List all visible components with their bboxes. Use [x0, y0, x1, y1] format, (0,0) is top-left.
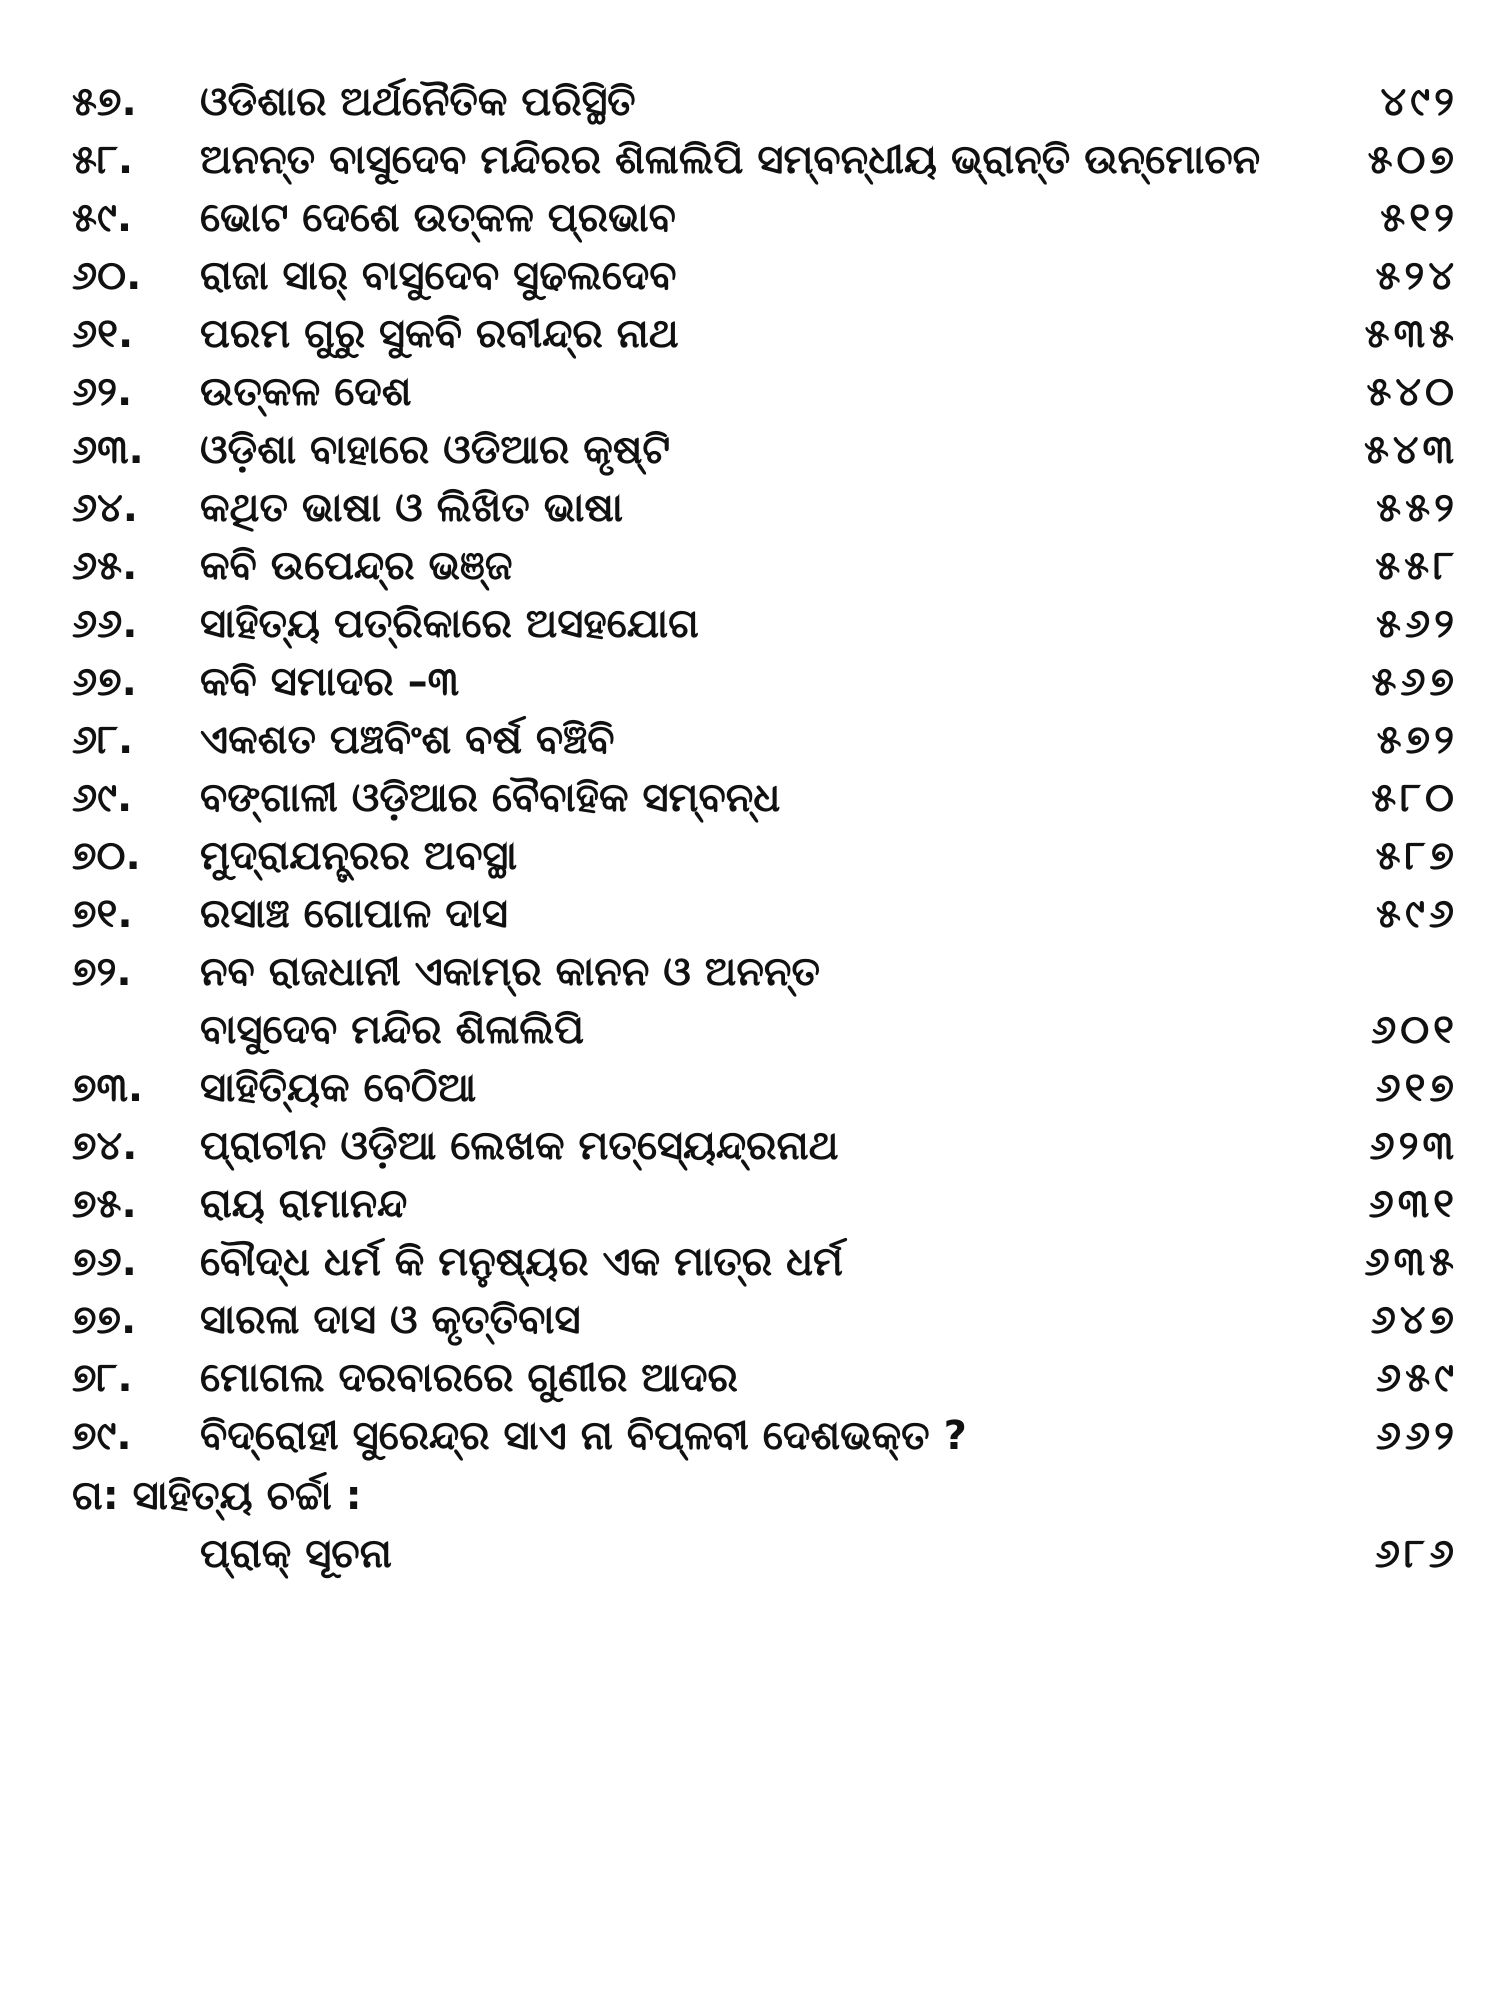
toc-entry — [0, 652, 1500, 712]
toc-entry-page: ୬୩୫ — [1364, 1239, 1458, 1285]
toc-entry — [0, 246, 1500, 306]
toc-entry-title: ଓଡ଼ିଶା ବାହାରେ ଓଡିଆର କୃଷ୍ଟି — [200, 427, 671, 473]
toc-entry — [0, 884, 1500, 944]
toc-entry-page: ୫୬୨ — [1376, 601, 1458, 647]
toc-entry-title: ଅନନ୍ତ ବାସୁଦେବ ମନ୍ଦିରର ଶିଳାଲିପି ସମ୍ବନ୍ଧୀୟ ଭ୍ରାନ୍ତି ଉନ୍ମୋଚନ — [200, 137, 1261, 183]
toc-entry-number: ୭୨. — [72, 949, 132, 995]
toc-entry-number: ୭୬. — [72, 1239, 137, 1285]
toc-entry — [0, 1116, 1500, 1176]
toc-entry-number: ୫୭. — [72, 79, 137, 125]
toc-entry-number: ୭୩. — [72, 1065, 144, 1111]
toc-entry-title: ବଙ୍ଗାଳୀ ଓଡ଼ିଆର ବୈବାହିକ ସମ୍ବନ୍ଧ — [200, 775, 781, 821]
section-heading: ଗ: ସାହିତ୍ୟ ଚର୍ଚ୍ଚା : — [72, 1473, 362, 1519]
toc-entry-number: ୭୦. — [72, 833, 141, 879]
toc-entry-title: ଉତ୍କଳ ଦେଶ — [200, 369, 412, 415]
toc-entry-number: ୭୫. — [72, 1181, 137, 1227]
toc-entry-number: ୫୮. — [72, 137, 134, 183]
toc-entry — [0, 130, 1500, 190]
toc-entry-page: ୬୩୧ — [1368, 1181, 1458, 1227]
toc-entry-page: ୫୧୨ — [1380, 195, 1458, 241]
toc-entry-page: ୫୮୭ — [1375, 833, 1458, 879]
toc-entry-page: ୫୪୩ — [1363, 427, 1458, 473]
toc-entry-title: ଓଡିଶାର ଅର୍ଥନୈତିକ ପରିସ୍ଥିତି — [200, 79, 636, 125]
toc-entry — [0, 188, 1500, 248]
toc-entry-number: ୬୪. — [72, 485, 138, 531]
toc-entry — [0, 594, 1500, 654]
toc-entry-page: ୫୫୮ — [1375, 543, 1458, 589]
toc-entry-number: ୬୬. — [72, 601, 138, 647]
toc-entry — [0, 478, 1500, 538]
toc-entry-final — [0, 1524, 1500, 1584]
toc-entry-number: ୬୭. — [72, 659, 137, 705]
toc-entry-page: ୫୦୭ — [1367, 137, 1458, 183]
toc-entry-page: ୬୮୬ — [1374, 1531, 1458, 1577]
toc-entry-page: ୫୬୭ — [1371, 659, 1458, 705]
toc-entry — [0, 420, 1500, 480]
toc-entry — [0, 1232, 1500, 1292]
toc-entry-page: ୫୪୦ — [1366, 369, 1458, 415]
toc-entry — [0, 942, 1500, 1002]
toc-entry-title: ରସାଞ୍ଚ ଗୋପାଳ ଦାସ — [200, 891, 509, 937]
toc-entry-page: ୬୪୭ — [1370, 1297, 1458, 1343]
toc-entry-title: ପରମ ଗୁରୁ ସୁକବି ରବୀନ୍ଦ୍ର ନାଥ — [200, 311, 679, 357]
toc-entry-title: ନବ ରାଜଧାନୀ ଏକାମ୍ର କାନନ ଓ ଅନନ୍ତ — [200, 949, 820, 995]
toc-entry-title: ପ୍ରାଚୀନ ଓଡ଼ିଆ ଲେଖକ ମତ୍ସ୍ୟେନ୍ଦ୍ରନାଥ — [200, 1123, 839, 1169]
toc-entry-page: ୫୨୪ — [1375, 253, 1458, 299]
toc-entry-number: ୭୧. — [72, 891, 133, 937]
toc-entry-title: ବୌଦ୍ଧ ଧର୍ମ କି ମନୁଷ୍ୟର ଏକ ମାତ୍ର ଧର୍ମ — [200, 1239, 843, 1285]
toc-entry — [0, 1406, 1500, 1466]
toc-entry-title: କବି ଉପେନ୍ଦ୍ର ଭଞ୍ଜ — [200, 543, 513, 589]
toc-entry-page: ୬୫୯ — [1376, 1355, 1458, 1401]
toc-entry-number: ୭୪. — [72, 1123, 138, 1169]
toc-entry-page: ୪୯୨ — [1380, 79, 1458, 125]
toc-entry-title: ପ୍ରାକ୍ ସୂଚନା — [200, 1531, 392, 1577]
toc-entry-title: ବିଦ୍ରୋହୀ ସୁରେନ୍ଦ୍ର ସାଏ ନା ବିପ୍ଳବୀ ଦେଶଭକ୍ତ ? — [200, 1413, 967, 1459]
toc-entry — [0, 536, 1500, 596]
toc-entry-number: ୭୯. — [72, 1413, 132, 1459]
toc-entry — [0, 1348, 1500, 1408]
toc-entry-title: ସାହିତ୍ୟ ପତ୍ରିକାରେ ଅସହଯୋଗ — [200, 601, 699, 647]
toc-entry-number: ୭୮. — [72, 1355, 133, 1401]
toc-entry-number: ୬୩. — [72, 427, 144, 473]
toc-entry-title: ଭୋଟ ଦେଶେ ଉତ୍କଳ ପ୍ରଭାବ — [200, 195, 676, 241]
toc-entry — [0, 1290, 1500, 1350]
toc-entry-title: ରାୟ ରାମାନନ୍ଦ — [200, 1181, 408, 1227]
toc-entry-title: ମୁଦ୍ରାଯନ୍ତ୍ରର ଅବସ୍ଥା — [200, 833, 518, 879]
toc-entry-title: ରାଜା ସାର୍ ବାସୁଦେବ ସୁଢଲଦେବ — [200, 253, 677, 299]
toc-entry-number: ୬୨. — [72, 369, 133, 415]
toc-entry-title: ମୋଗଲ ଦରବାରରେ ଗୁଣୀର ଆଦର — [200, 1355, 738, 1401]
toc-entry-page: ୫୮୦ — [1371, 775, 1458, 821]
toc-entry-page: ୬୬୨ — [1375, 1413, 1458, 1459]
toc-entry-number: ୫୯. — [72, 195, 133, 241]
toc-entry — [0, 1000, 1500, 1060]
toc-entry-page: ୫୯୬ — [1376, 891, 1458, 937]
toc-entry — [0, 72, 1500, 132]
toc-entry-number: ୬୯. — [72, 775, 133, 821]
toc-entry — [0, 768, 1500, 828]
toc-entry-title: ବାସୁଦେବ ମନ୍ଦିର ଶିଳାଲିପି — [200, 1007, 585, 1053]
toc-entry-page: ୫୩୫ — [1364, 311, 1458, 357]
toc-entry-number: ୬୦. — [72, 253, 142, 299]
toc-entry-title: ସାହିତ୍ୟିକ ବେଠିଆ — [200, 1065, 477, 1111]
toc-entry-number: ୬୫. — [72, 543, 138, 589]
toc-entry-number: ୬୧. — [72, 311, 134, 357]
toc-entry — [0, 710, 1500, 770]
toc-entry-page: ୬୨୩ — [1369, 1123, 1458, 1169]
toc-entry — [0, 304, 1500, 364]
toc-entry-title: କବି ସମାଦର –୩ — [200, 659, 460, 705]
toc-entry — [0, 1058, 1500, 1118]
toc-entry — [0, 362, 1500, 422]
toc-entry-number: ୭୭. — [72, 1297, 137, 1343]
toc-entry-page: ୫୫୨ — [1376, 485, 1458, 531]
toc-entry-page: ୬୧୭ — [1375, 1065, 1458, 1111]
toc-entry-page: ୬୦୧ — [1371, 1007, 1458, 1053]
toc-entry-title: କଥିତ ଭାଷା ଓ ଲିଖିତ ଭାଷା — [200, 485, 623, 531]
toc-entry-title: ସାରଳା ଦାସ ଓ କୃତ୍ତିବାସ — [200, 1297, 581, 1343]
toc-entry-title: ଏକଶତ ପଞ୍ଚବିଂଶ ବର୍ଷ ବଞ୍ଚିବି — [200, 717, 615, 763]
toc-entry — [0, 1174, 1500, 1234]
toc-entry-number: ୬୮. — [72, 717, 134, 763]
toc-entry-page: ୫୭୨ — [1376, 717, 1458, 763]
toc-entry — [0, 826, 1500, 886]
